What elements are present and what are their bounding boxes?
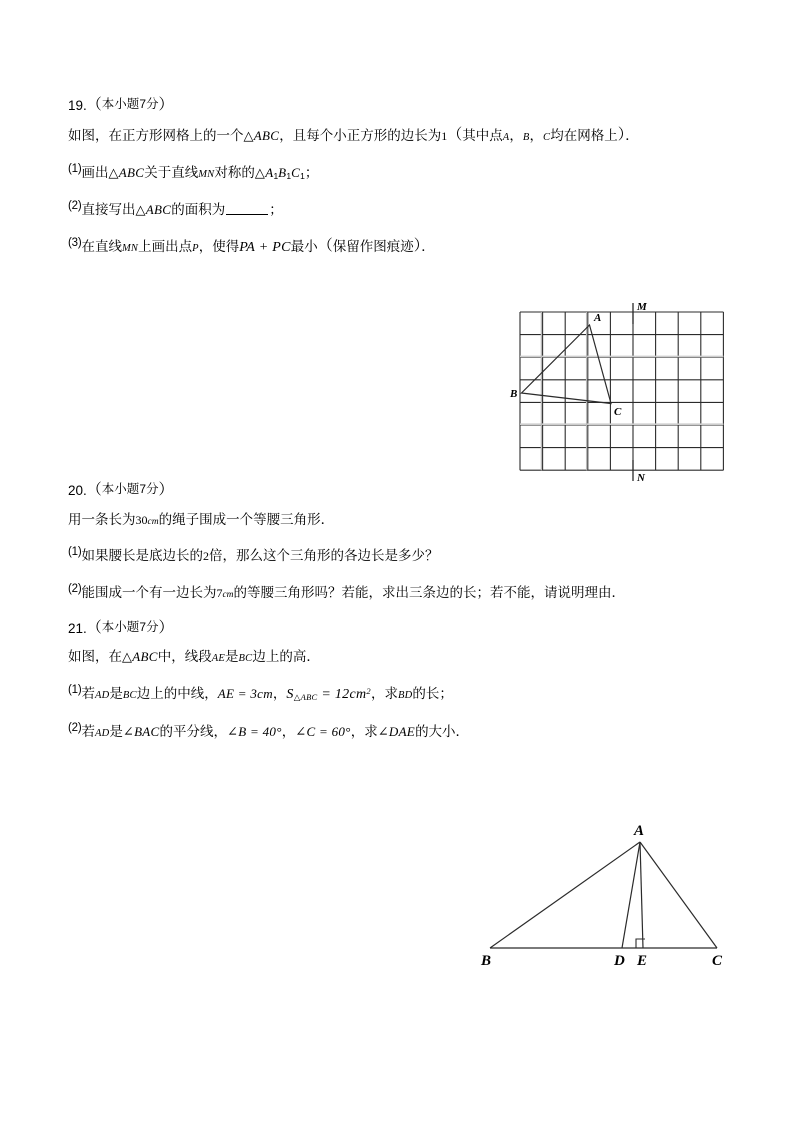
right-angle-mark-e: [636, 939, 645, 948]
problem-21-sub-2: (2)若AD是∠BAC的平分线，∠B = 40°，∠C = 60°，求∠DAE的大小．: [68, 721, 470, 739]
tri-label-b: B: [481, 953, 492, 969]
segment-ad: [622, 842, 640, 948]
tri-label-d: D: [614, 953, 625, 969]
problem-20-sub-1: (1)如果腰长是底边长的2倍，那么这个三角形的各边长是多少？: [68, 546, 439, 564]
grid-faint-vertical-artifact: [541, 312, 586, 470]
figure-triangle-altitude: [470, 818, 740, 968]
problem-19-number: 19.: [68, 98, 87, 113]
problem-21-statement: 如图，在△ABC中，线段AE是BC边上的高．: [68, 649, 320, 665]
math-angle-c: ∠C = 60°: [295, 723, 351, 739]
math-area-abc: $S_{\triangle ABC} = 12cm^2$: [286, 686, 371, 703]
problem-19-statement: 如图，在正方形网格上的一个△ABC，且每个小正方形的边长为1（其中点A，B，C均在网格上）．: [68, 126, 639, 144]
tri-label-e: E: [637, 953, 648, 969]
mirror-label-n: N: [637, 472, 645, 484]
vertex-label-a: A: [594, 312, 602, 324]
answer-blank[interactable]: [226, 214, 268, 215]
problem-20-number: 20.: [68, 483, 87, 499]
problem-19-header: [68, 96, 728, 114]
triangle-lines: [490, 842, 717, 948]
tri-label-c: C: [712, 953, 723, 969]
figure-square-grid: [510, 300, 729, 495]
problem-20-sub-2: (2)能围成一个有一边长为7cm的等腰三角形吗？若能，求出三条边的长；若不能，请说明理由．: [68, 583, 626, 601]
problem-21-number: 21.: [68, 621, 87, 637]
problem-20: [68, 481, 728, 602]
vertex-label-c: C: [614, 406, 622, 418]
grid-faint-artifact-lines: [520, 356, 723, 424]
tri-label-a: A: [634, 823, 645, 839]
problem-19-sub-2: (2)直接写出△ABC的面积为 ；: [68, 199, 283, 217]
mirror-label-m: M: [637, 301, 647, 313]
math-triangle-abc: △ABC: [243, 128, 280, 144]
math-ae-equals: AE = 3cm: [217, 686, 273, 702]
math-angle-b: ∠B = 40°: [227, 723, 282, 739]
problem-20-score-note: （本小题7分）: [86, 481, 174, 499]
problem-19-score-note: （本小题7分）: [86, 96, 174, 113]
triangle-abc-shape: [522, 325, 612, 404]
grid-lines: [520, 312, 723, 470]
math-line-mn: MN: [198, 169, 215, 181]
problem-19-sub-3: (3)在直线MN上画出点P，使得PA + PC最小（保留作图痕迹）．: [68, 236, 435, 255]
problem-19-sub-1: (1)画出△ABC关于直线MN对称的$\triangle A_1B_1C_1$；: [68, 163, 319, 182]
math-pa-plus-pc: PA + PC: [239, 239, 291, 255]
problem-21-score-note: （本小题7分）: [86, 619, 174, 637]
problem-21: [68, 619, 728, 740]
segment-ac: [640, 842, 717, 948]
problem-21-header: [68, 619, 728, 637]
segment-ab: [490, 842, 640, 948]
problem-20-statement: 用一条长为30cm的绳子围成一个等腰三角形．: [68, 511, 335, 527]
vertex-label-b: B: [510, 388, 518, 400]
problem-21-sub-1: (1)若AD是BC边上的中线，AE = 3cm，$S_{\triangle ABC} = 12cm^2$，求BD的长；: [68, 684, 453, 703]
segment-ae: [640, 842, 643, 948]
problem-19: [68, 96, 728, 256]
